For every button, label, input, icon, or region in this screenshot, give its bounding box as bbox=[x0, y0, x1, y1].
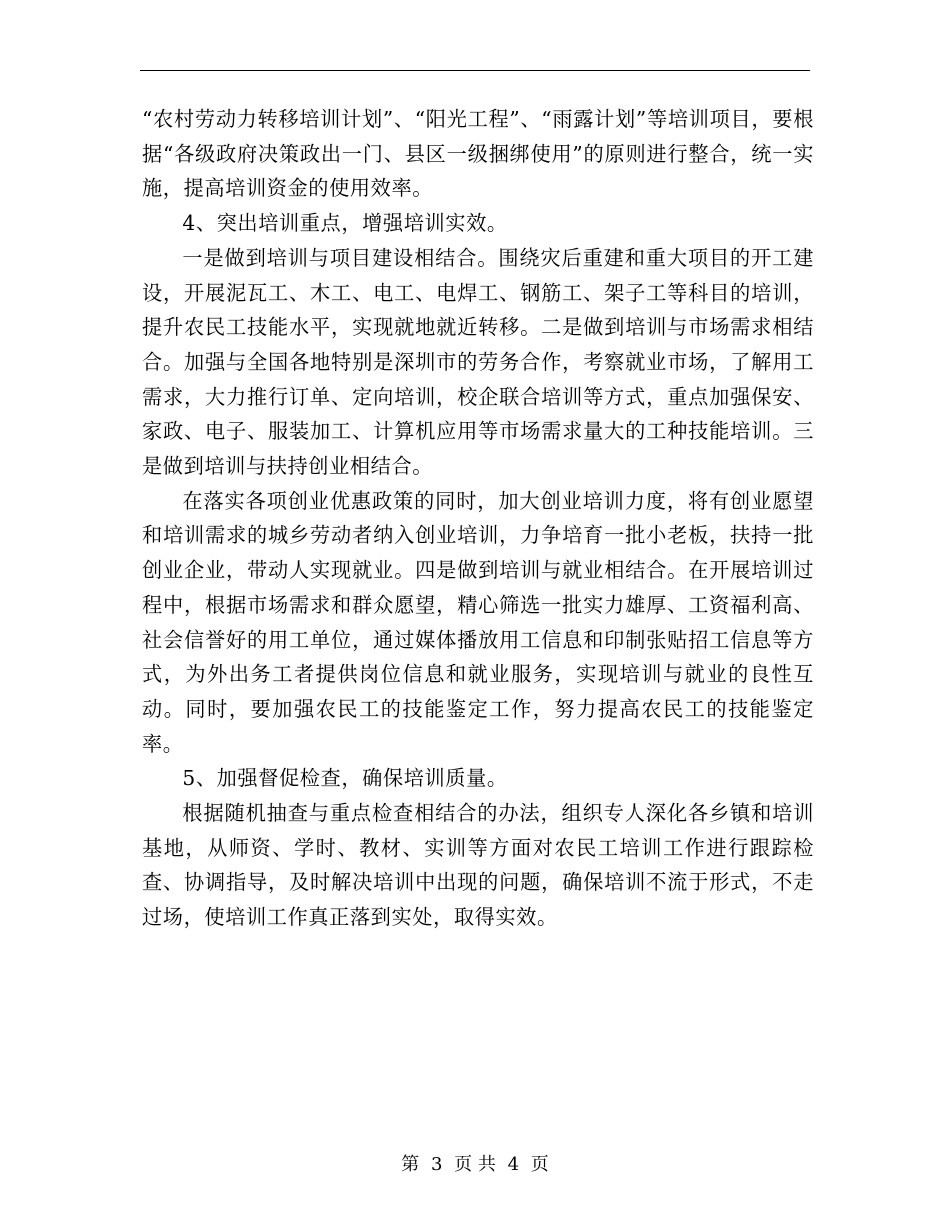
page-middle: 页 共 bbox=[454, 1154, 496, 1175]
section-heading-4: 4、突出培训重点，增强培训实效。 bbox=[182, 211, 508, 236]
header-rule bbox=[140, 70, 810, 71]
paragraph-continuation: “农村劳动力转移培训计划”、“阳光工程”、“雨露计划”等培训项目，要根据“各级政府决策政出一门、县区一级捆绑使用”的原则进行整合，统一实施，提高培训资金的使用效率。 bbox=[142, 107, 814, 201]
paragraph-inspection: 根据随机抽查与重点检查相结合的办法，组织专人深化各乡镇和培训基地，从师资、学时、教材、实训等方面对农民工培训工作进行跟踪检查、协调指导，及时解决培训中出现的问题，确保培训不流于形式，不走过场，使培训工作真正落到实处，取得实效。 bbox=[142, 801, 814, 930]
document-body bbox=[142, 102, 814, 935]
paragraph-entrepreneurship: 在落实各项创业优惠政策的同时，加大创业培训力度，将有创业愿望和培训需求的城乡劳动者纳入创业培训，力争培育一批小老板，扶持一批创业企业，带动人实现就业。四是做到培训与就业相结合。在开展培训过程中，根据市场需求和群众愿望，精心筛选一批实力雄厚、工资福利高、社会信誉好的用工单位，通过媒体播放用工信息和印制张贴招工信息等方式，为外出务工者提供岗位信息和就业服务，实现培训与就业的良性互动。同时，要加强农民工的技能鉴定工作，努力提高农民工的技能鉴定率。 bbox=[142, 488, 814, 756]
paragraph-training-combination: 一是做到培训与项目建设相结合。围绕灾后重建和重大项目的开工建设，开展泥瓦工、木工、电工、电焊工、钢筋工、架子工等科目的培训，提升农民工技能水平，实现就地就近转移。二是做到培训与市场需求相结合。加强与全国各地特别是深圳市的劳务合作，考察就业市场，了解用工需求，大力推行订单、定向培训，校企联合培训等方式，重点加强保安、家政、电子、服装加工、计算机应用等市场需求量大的工种技能培训。三是做到培训与扶持创业相结合。 bbox=[142, 245, 814, 479]
page-suffix: 页 bbox=[530, 1154, 549, 1175]
page-footer bbox=[0, 1153, 950, 1177]
page-number: 3 bbox=[430, 1154, 443, 1175]
page-prefix: 第 bbox=[401, 1154, 420, 1175]
section-heading-5: 5、加强督促检查，确保培训质量。 bbox=[182, 766, 508, 791]
page-total: 4 bbox=[507, 1154, 520, 1175]
